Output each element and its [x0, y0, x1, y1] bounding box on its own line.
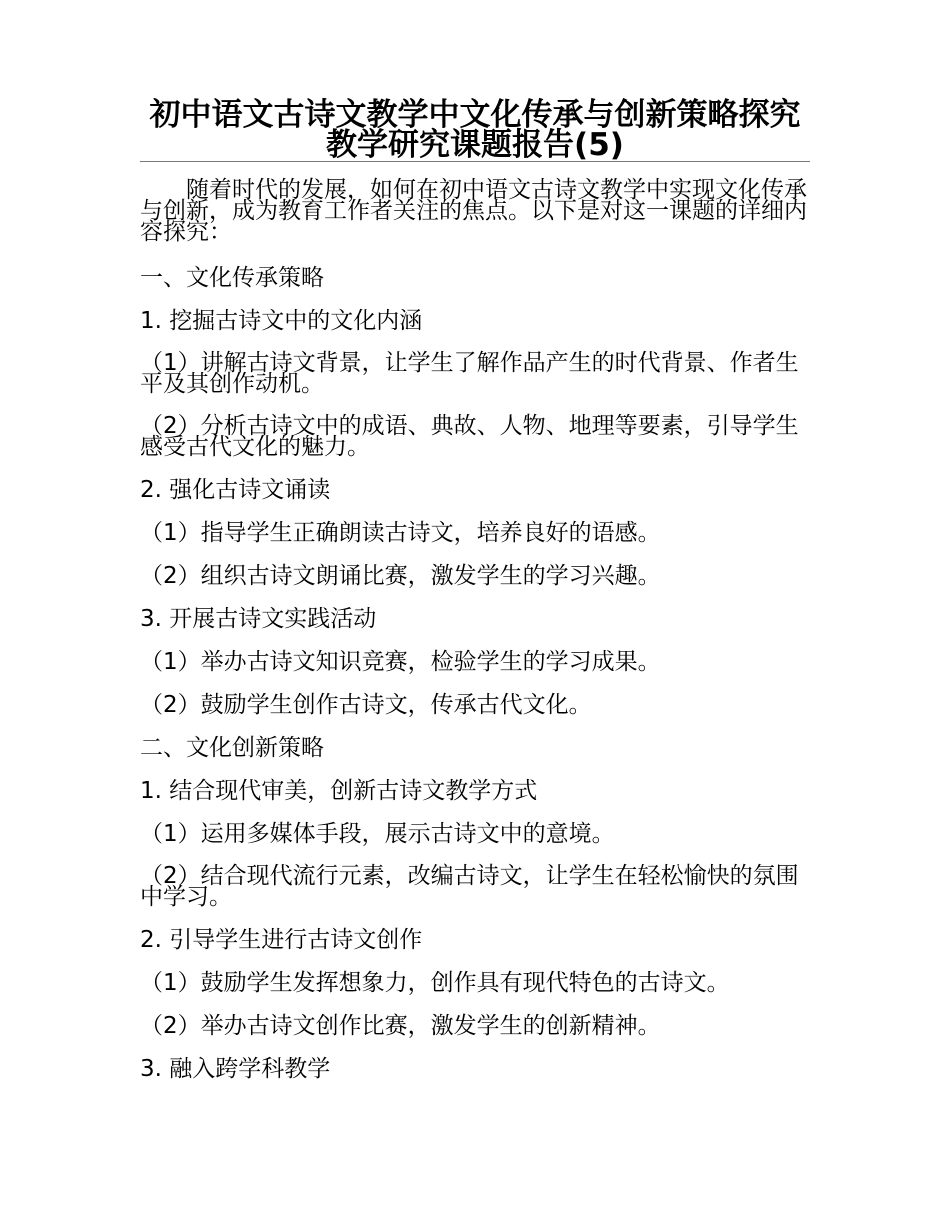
- subsection-heading: 1. 挖掘古诗文中的文化内涵: [140, 308, 423, 334]
- list-item: （1）讲解古诗文背景，让学生了解作品产生的时代背景、作者生平及其创作动机。: [140, 350, 799, 397]
- subsection-heading: 2. 强化古诗文诵读: [140, 477, 331, 503]
- list-item: （2）鼓励学生创作古诗文，传承古代文化。: [140, 692, 592, 718]
- subsection-heading: 3. 融入跨学科教学: [140, 1056, 331, 1082]
- section-heading: 一、文化传承策略: [140, 265, 324, 291]
- subsection-heading: 1. 结合现代审美，创新古诗文教学方式: [140, 778, 538, 804]
- list-item: （2）结合现代流行元素，改编古诗文，让学生在轻松愉快的氛围中学习。: [140, 863, 799, 910]
- list-item: （1）运用多媒体手段，展示古诗文中的意境。: [140, 821, 615, 847]
- title-divider: [140, 161, 810, 162]
- intro-paragraph: 随着时代的发展，如何在初中语文古诗文教学中实现文化传承与创新，成为教育工作者关注的焦点。以下是对这一课题的详细内容探究：: [140, 177, 807, 245]
- list-item: （1）举办古诗文知识竞赛，检验学生的学习成果。: [140, 649, 661, 675]
- list-item: （1）指导学生正确朗读古诗文，培养良好的语感。: [140, 520, 661, 546]
- section-heading: 二、文化创新策略: [140, 735, 324, 761]
- list-item: （2）分析古诗文中的成语、典故、人物、地理等要素，引导学生感受古代文化的魅力。: [140, 413, 799, 460]
- document-body: [140, 177, 810, 1101]
- list-item: （2）举办古诗文创作比赛，激发学生的创新精神。: [140, 1013, 661, 1039]
- subsection-heading: 3. 开展古诗文实践活动: [140, 606, 377, 632]
- subsection-heading: 2. 引导学生进行古诗文创作: [140, 927, 423, 953]
- page-title: 初中语文古诗文教学中文化传承与创新策略探究教学研究课题报告(5): [149, 97, 801, 163]
- list-item: （2）组织古诗文朗诵比赛，激发学生的学习兴趣。: [140, 563, 661, 589]
- list-item: （1）鼓励学生发挥想象力，创作具有现代特色的古诗文。: [140, 970, 730, 996]
